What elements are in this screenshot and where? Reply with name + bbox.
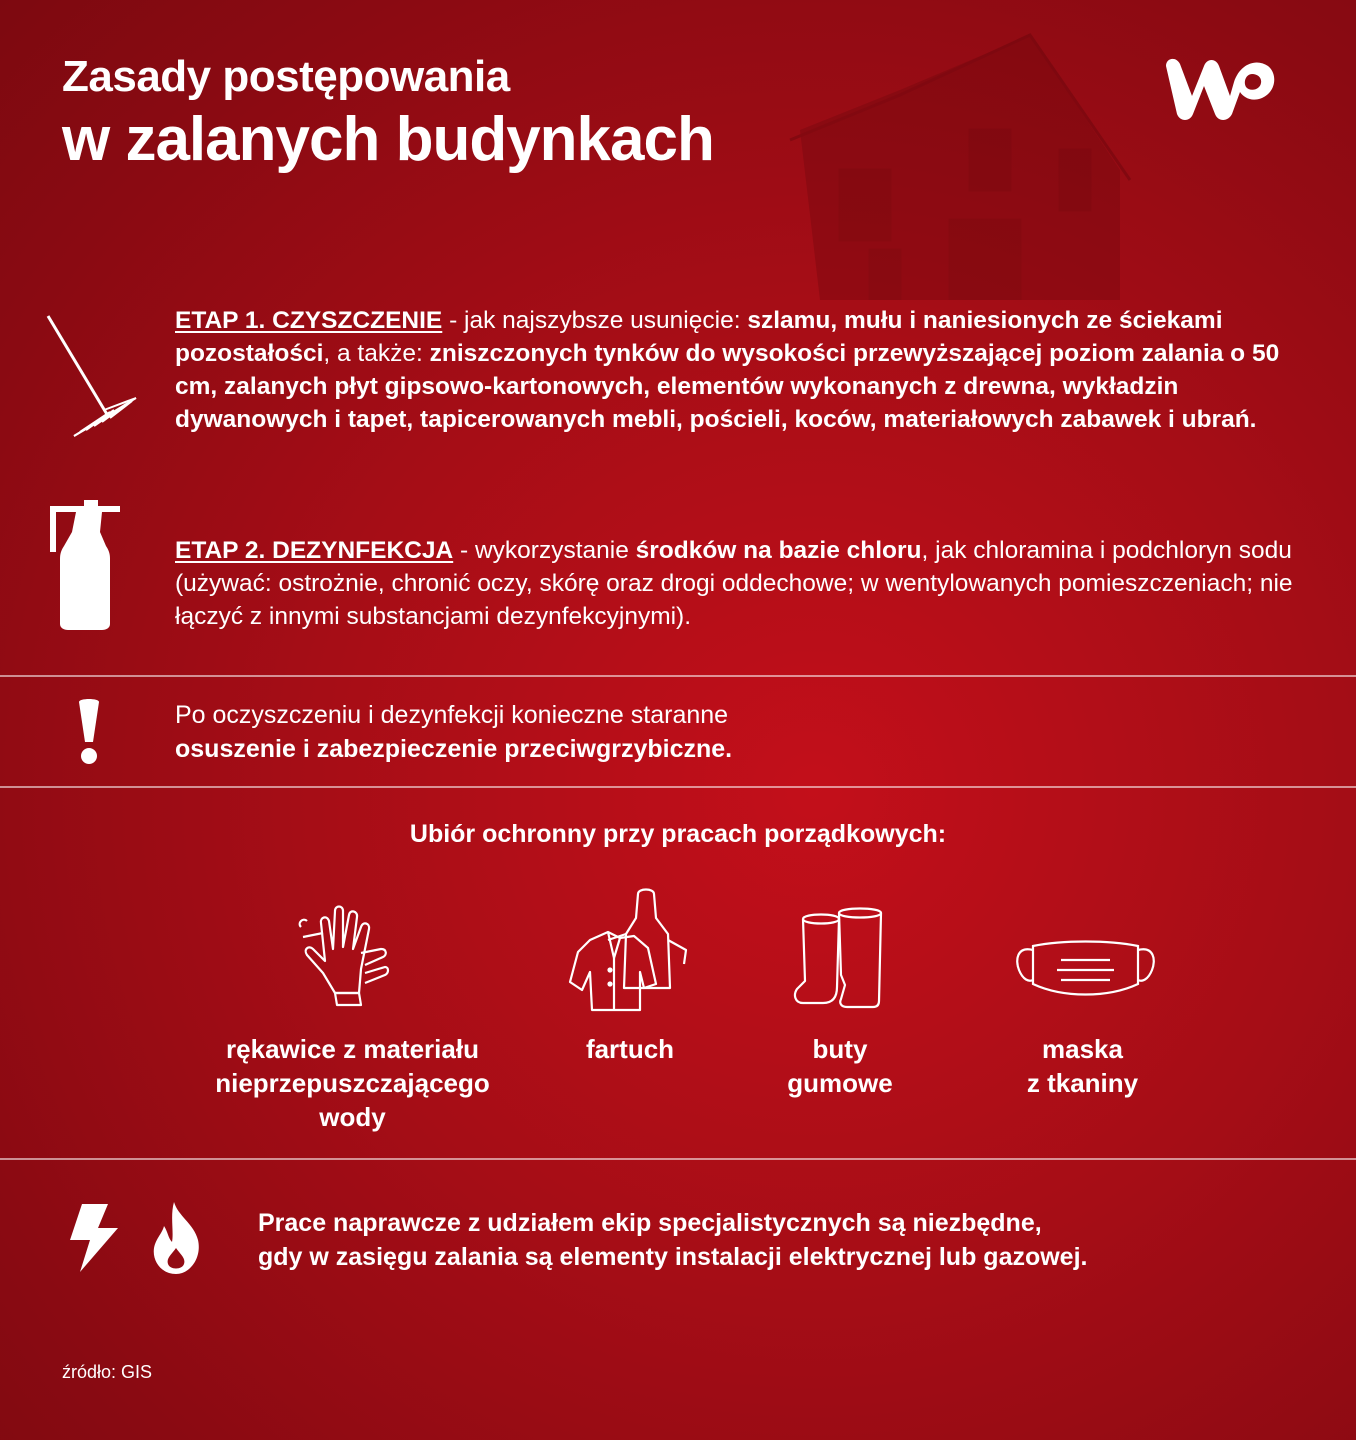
gear-label: nieprzepuszczającego [215, 1068, 490, 1098]
rake-icon [44, 312, 140, 440]
house-illustration [780, 20, 1140, 300]
step1-text-part: , a także: [323, 340, 430, 367]
boots-icon [793, 905, 885, 1009]
protective-gear-title: Ubiór ochronny przy pracach porządkowych: [409, 820, 947, 848]
step2-text [175, 534, 1325, 633]
step2-bold-part: środków na bazie chloru [635, 537, 922, 564]
drying-note [175, 698, 732, 766]
divider [0, 1158, 1356, 1160]
gear-label: wody [319, 1102, 386, 1132]
gear-item-mask [970, 1032, 1195, 1100]
step2-text-part: - wykorzystanie [453, 537, 636, 564]
gear-label: fartuch [585, 1034, 675, 1064]
lightning-icon [68, 1204, 120, 1272]
step1-bold-part: zniszczonych tynków do wysokości przewyższającej poziom zalania o 50 cm, zalanych płyt gipsowo-kartonowych, elementów wykonanych z drewna, wykładzin dywanowych i tapet, tapicerowanych mebli, pościeli, koców, materiałowych zabawek i ubrań. [175, 340, 1280, 433]
gear-label: maska [1042, 1034, 1123, 1064]
flame-icon [150, 1202, 202, 1274]
gear-item-apron [530, 1032, 730, 1066]
mask-icon [1013, 938, 1158, 1000]
spray-bottle-icon [46, 498, 122, 630]
step2-heading: ETAP 2. DEZYNFEKCJA [175, 537, 454, 564]
divider [0, 675, 1356, 677]
page-title-line2: w zalanych budynkach [62, 105, 714, 174]
note-line2: osuszenie i zabezpieczenie przeciwgrzybiczne. [175, 735, 733, 763]
warning-line2: gdy w zasięgu zalania są elementy instalacji elektrycznej lub gazowej. [258, 1243, 1088, 1271]
gear-label: rękawice z materiału [226, 1034, 479, 1064]
step2-text-part: , jak chloramina i podchloryn sodu (używać: ostrożnie, chronić oczy, skórę oraz drogi oddechowe; w wentylowanych pomieszczeniach; nie łączyć z innymi substancjami dezynfekcyjnymi). [175, 537, 1293, 630]
wp-logo [1160, 52, 1278, 122]
gear-item-gloves [180, 1032, 525, 1134]
note-line1: Po oczyszczeniu i dezynfekcji konieczne staranne [175, 701, 729, 729]
page-title-line1: Zasady postępowania [62, 52, 510, 101]
source-label: źródło: GIS [62, 1362, 153, 1382]
step1-bold-part: szlamu, mułu i naniesionych ze ściekami pozostałości [175, 307, 1223, 367]
gear-label: buty [812, 1034, 868, 1064]
exclamation-icon [76, 698, 102, 766]
gear-label: z tkaniny [1026, 1068, 1139, 1098]
gloves-icon [295, 893, 390, 1008]
specialist-warning [258, 1206, 1087, 1274]
divider [0, 786, 1356, 788]
apron-icon [568, 888, 690, 1013]
gear-item-boots [740, 1032, 940, 1100]
warning-line1: Prace naprawcze z udziałem ekip specjalistycznych są niezbędne, [258, 1209, 1042, 1237]
step1-text-part: - jak najszybsze usunięcie: [442, 307, 748, 334]
gear-label: gumowe [787, 1068, 893, 1098]
step1-text [175, 304, 1325, 436]
step1-heading: ETAP 1. CZYSZCZENIE [175, 307, 443, 334]
